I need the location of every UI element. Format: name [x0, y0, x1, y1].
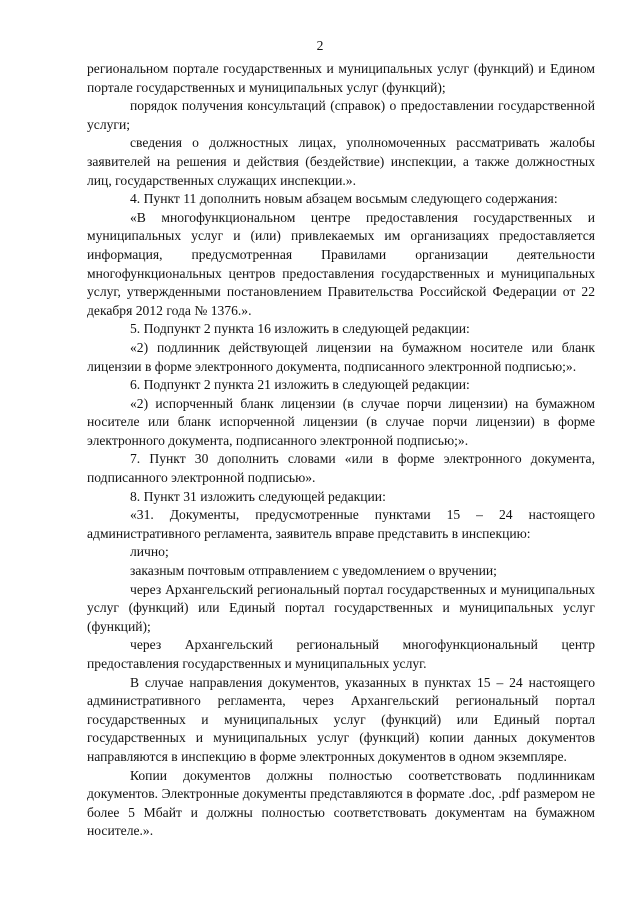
paragraph: 7. Пункт 30 дополнить словами «или в форме электронного документа, подписанного электронной подписью».: [87, 451, 595, 486]
paragraph: «2) подлинник действующей лицензии на бумажном носителе или бланк лицензии в форме электронного документа, подписанного электронной подписью;».: [87, 339, 595, 374]
paragraph: «В многофункциональном центре предоставления государственных и муниципальных услуг и (или) привлекаемых им организациях предоставляется информация, предусмотренная Правилами организации деятельности многофункциональных центров предоставления государственных и муниципальных услуг, утвержденными постановлением Правительства Российской Федерации от 22 декабря 2012 года № 1376.».: [87, 209, 595, 318]
paragraph: 5. Подпункт 2 пункта 16 изложить в следующей редакции:: [130, 321, 470, 337]
paragraph: заказным почтовым отправлением с уведомлением о вручении;: [130, 563, 497, 579]
paragraph: Копии документов должны полностью соответствовать подлинникам документов. Электронные документы представляются в формате .doc, .pdf размером не более 5 Мбайт и должны полностью соответствовать документам на бумажном носителе.».: [87, 767, 595, 839]
paragraph: В случае направления документов, указанных в пунктах 15 – 24 настоящего административного регламента, через Архангельский региональный портал государственных и муниципальных услуг (функций) или Единый портал государственных и муниципальных услуг (функций) копии данных документов направляются в инспекцию в форме электронных документов в одном экземпляре.: [87, 674, 595, 764]
paragraph: через Архангельский региональный многофункциональный центр предоставления государственных и муниципальных услуг.: [87, 637, 595, 671]
paragraph: «2) испорченный бланк лицензии (в случае порчи лицензии) на бумажном носителе или бланк испорченной лицензии (в случае порчи лицензии) в форме электронного документа, подписанного электронной подписью;».: [87, 395, 595, 448]
paragraph: «31. Документы, предусмотренные пунктами 15 – 24 настоящего административного регламента, заявитель вправе представить в инспекцию:: [87, 507, 595, 541]
paragraph: 8. Пункт 31 изложить следующей редакции:: [130, 488, 386, 504]
paragraph: порядок получения консультаций (справок) о предоставлении государственной услуги;: [87, 98, 595, 132]
paragraph: лично;: [130, 544, 169, 560]
paragraph: 6. Подпункт 2 пункта 21 изложить в следующей редакции:: [130, 377, 470, 393]
paragraph: через Архангельский региональный портал государственных и муниципальных услуг (функций) или Единый портал государственных и муниципальных услуг (функций);: [87, 581, 595, 634]
paragraph: 4. Пункт 11 дополнить новым абзацем восьмым следующего содержания:: [130, 191, 558, 207]
paragraph: региональном портале государственных и муниципальных услуг (функций) и Едином портале государственных и муниципальных услуг (функций);: [87, 61, 595, 95]
page-number: 2: [316, 38, 324, 53]
paragraph: сведения о должностных лицах, уполномоченных рассматривать жалобы заявителей на решения и действия (бездействие) инспекции, а также должностных лиц, государственных служащих инспекции.».: [87, 135, 595, 188]
document-body: [87, 60, 595, 841]
